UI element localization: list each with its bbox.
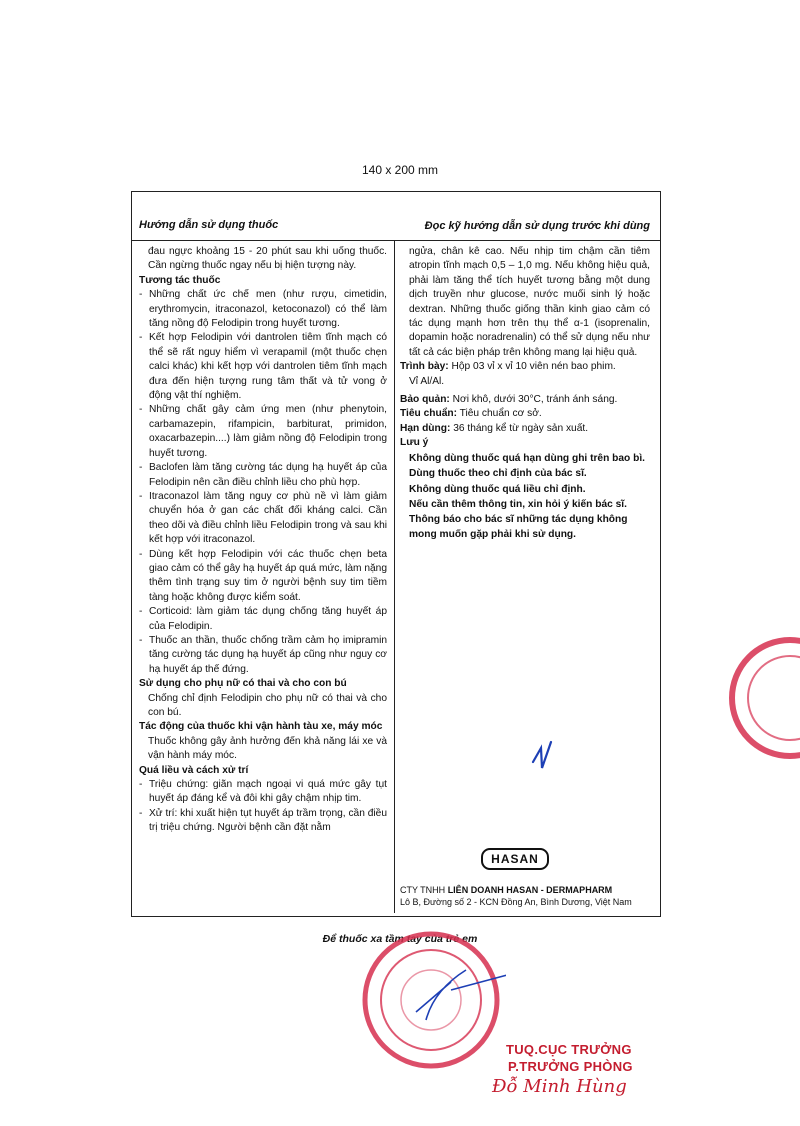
signature-name: Đỗ Minh Hùng bbox=[492, 1076, 627, 1097]
page-dimension-label: 140 x 200 mm bbox=[361, 163, 439, 177]
overdose-continuation: ngửa, chân kê cao. Nếu nhịp tim chậm cần tiêm atropin tĩnh mạch 0,5 – 1,0 mg. Nếu không hiệu quả, phải làm tăng thể tích huyết tương bằng một dung dịch truyền như glucose, nước muối sinh lý hoặc dextran. Những thuốc giống thần kinh giao cảm có tác dụng mạnh hơn trên thụ thể α-1 (isoprenalin, dopamin hoặc noradrenalin) có thể sử dụng nếu như tất cả các biện pháp trên không mang lại hiệu quả. bbox=[409, 246, 650, 358]
list-item: Không dùng thuốc quá liều chỉ định. bbox=[409, 483, 586, 495]
storage-value: Nơi khô, dưới 30°C, tránh ánh sáng. bbox=[452, 394, 618, 406]
list-item: - Dùng kết hợp Felodipin với các thuốc chẹn beta giao cảm có thể gây hạ huyết áp quá mức, làm nặng thêm tình trạng suy tim ở người bệnh suy tim tiềm tàng hoặc không được kiểm soát. bbox=[139, 548, 387, 606]
standard-value: Tiêu chuẩn cơ sở. bbox=[459, 408, 542, 420]
list-item: - Itraconazol làm tăng nguy cơ phù nề vì làm giảm chuyển hóa ở gan các chất đối kháng calci. Cần theo dõi và điều chỉnh liều Felodipin trong và sau khi kết hợp với itraconazol. bbox=[139, 490, 387, 548]
hasan-logo bbox=[481, 848, 553, 870]
intro-text: đau ngực khoảng 15 - 20 phút sau khi uống thuốc. Cần ngừng thuốc ngay nếu bị hiện tượng này. bbox=[148, 246, 387, 272]
signature-block bbox=[492, 1042, 672, 1097]
interactions-list bbox=[139, 288, 387, 677]
list-item: - Kết hợp Felodipin với dantrolen tiêm tĩnh mạch có thể sẽ rất nguy hiểm vì verapamil (một thuốc chẹn calci khác) khi kết hợp với dantrolen tiêm tĩnh mạch đưa đến hiện tượng rung tâm thất và tử vong ở động vật thí nghiệm. bbox=[139, 331, 387, 403]
company-info bbox=[400, 884, 652, 908]
list-item: - Baclofen làm tăng cường tác dụng hạ huyết áp của Felodipin nên cần điều chỉnh liều cho phù hợp. bbox=[139, 461, 387, 490]
presentation-value-2: Vỉ Al/Al. bbox=[409, 375, 445, 387]
interactions-heading: Tương tác thuốc bbox=[139, 274, 221, 286]
company-name-line bbox=[400, 884, 652, 896]
list-item: - Thuốc an thần, thuốc chống trầm cảm họ imipramin tăng cường tác dụng hạ huyết áp cũng như nguy cơ hạ huyết áp thế đứng. bbox=[139, 634, 387, 677]
expiry-label: Hạn dùng: bbox=[400, 422, 451, 434]
storage-row bbox=[400, 393, 650, 407]
list-item: Nếu cần thêm thông tin, xin hỏi ý kiến bác sĩ. bbox=[409, 498, 627, 510]
expiry-row bbox=[400, 422, 650, 436]
overdose-list bbox=[139, 778, 387, 836]
presentation-row bbox=[400, 360, 650, 374]
pregnancy-heading: Sử dụng cho phụ nữ có thai và cho con bú bbox=[139, 678, 347, 690]
company-prefix: CTY TNHH bbox=[400, 885, 446, 895]
list-item: - Xử trí: khi xuất hiện tụt huyết áp trầm trọng, cần điều trị triệu chứng. Người bệnh cần đặt nằm bbox=[139, 807, 387, 836]
presentation-label: Trình bày: bbox=[400, 361, 449, 373]
note-heading: Lưu ý bbox=[400, 437, 429, 449]
pregnancy-text: Chống chỉ định Felodipin cho phụ nữ có thai và cho con bú. bbox=[148, 692, 387, 718]
overdose-heading: Quá liều và cách xử trí bbox=[139, 764, 249, 776]
list-item: - Corticoid: làm giảm tác dụng chống tăng huyết áp của Felodipin. bbox=[139, 605, 387, 634]
presentation-value: Hộp 03 vỉ x vỉ 10 viên nén bao phim. bbox=[451, 361, 616, 373]
list-item: Thông báo cho bác sĩ những tác dụng không mong muốn gặp phải khi sử dụng. bbox=[409, 514, 628, 540]
partial-seal-icon bbox=[700, 628, 800, 768]
footer-warning: Để thuốc xa tầm tay của trẻ em bbox=[322, 933, 478, 945]
list-item: - Những chất ức chế men (như rượu, cimetidin, erythromycin, itraconazol, ketoconazol) có thể làm tăng nồng độ Felodipin trong huyết tương. bbox=[139, 288, 387, 331]
header-right-title: Đọc kỹ hướng dẫn sử dụng trước khi dùng bbox=[424, 220, 650, 232]
logo-text: HASAN bbox=[481, 848, 549, 870]
standard-row bbox=[400, 407, 650, 421]
handwritten-initial-icon bbox=[529, 738, 559, 778]
storage-label: Bảo quản: bbox=[400, 394, 450, 406]
list-item: - Triệu chứng: giãn mạch ngoại vi quá mức gây tụt huyết áp đáng kể và đôi khi gây chậm nhịp tim. bbox=[139, 778, 387, 807]
company-address: Lô B, Đường số 2 - KCN Đồng An, Bình Dương, Việt Nam bbox=[400, 897, 632, 907]
driving-heading: Tác động của thuốc khi vận hành tàu xe, máy móc bbox=[139, 721, 383, 733]
signature-title-2: P.TRƯỞNG PHÒNG bbox=[508, 1059, 633, 1074]
official-seal-icon bbox=[356, 930, 506, 1070]
leaflet-header bbox=[132, 192, 660, 241]
list-item: Dùng thuốc theo chỉ định của bác sĩ. bbox=[409, 468, 587, 480]
list-item: Không dùng thuốc quá hạn dùng ghi trên bao bì. bbox=[409, 452, 645, 464]
standard-label: Tiêu chuẩn: bbox=[400, 408, 457, 420]
right-column bbox=[400, 245, 650, 542]
driving-text: Thuốc không gây ảnh hưởng đến khả năng lái xe và vận hành máy móc. bbox=[148, 735, 387, 762]
header-left-title: Hướng dẫn sử dụng thuốc bbox=[139, 219, 279, 231]
left-column bbox=[139, 245, 387, 836]
list-item: - Những chất gây cảm ứng men (như phenytoin, carbamazepin, rifampicin, barbiturat, primidon, oxacarbazepin....) làm giảm nồng độ Felodipin trong huyết tương. bbox=[139, 403, 387, 461]
leaflet-frame bbox=[131, 191, 661, 917]
expiry-value: 36 tháng kể từ ngày sản xuất. bbox=[453, 422, 589, 434]
notes-list bbox=[400, 452, 650, 542]
company-name: LIÊN DOANH HASAN - DERMAPHARM bbox=[447, 885, 613, 895]
column-divider bbox=[394, 240, 395, 913]
signature-title-1: TUQ.CỤC TRƯỞNG bbox=[506, 1042, 632, 1057]
